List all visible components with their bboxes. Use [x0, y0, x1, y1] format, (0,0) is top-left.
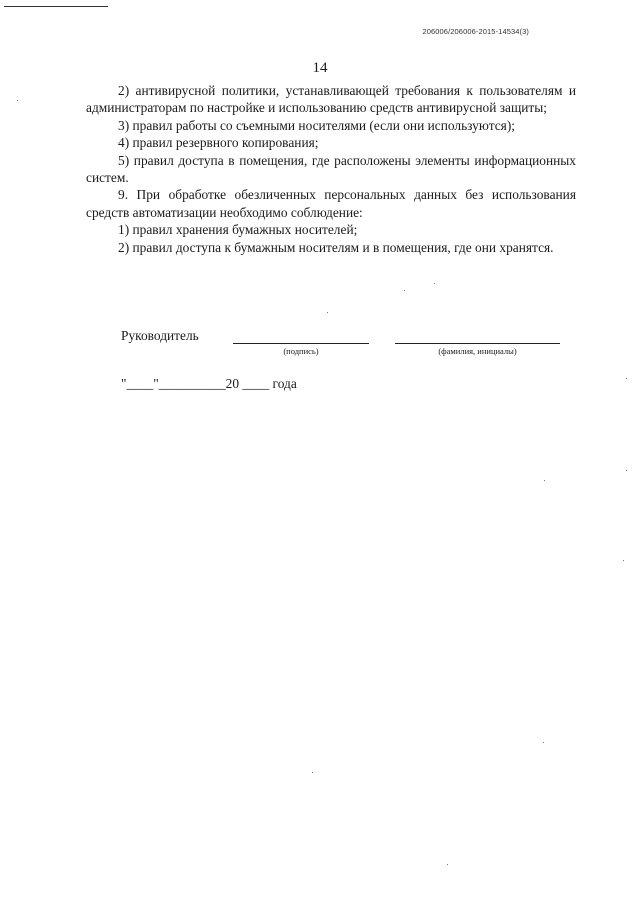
- signature-block: [121, 326, 581, 366]
- paragraph-section-9: 9. При обработке обезличенных персональных данных без использования средств автоматизации необходимо соблюдение:: [86, 187, 576, 220]
- paragraph-item-3: 3) правил работы со съемными носителями (если они используются);: [118, 117, 516, 133]
- signature-caption: (подпись): [283, 346, 319, 356]
- top-rule: [4, 6, 108, 7]
- signature-label: Руководитель: [121, 328, 199, 343]
- scan-speck: [544, 480, 545, 481]
- name-line: [395, 343, 560, 344]
- scan-speck: [434, 283, 435, 284]
- scan-speck: [17, 100, 18, 101]
- scan-speck: [312, 772, 313, 773]
- document-id: 206006/206006-2015-14534(3): [422, 27, 529, 36]
- scan-speck: [404, 290, 405, 291]
- document-body: [86, 82, 576, 256]
- scan-speck: [543, 742, 544, 743]
- scan-speck: [626, 470, 627, 471]
- page-number: 14: [312, 60, 328, 76]
- scan-speck: [447, 864, 448, 865]
- paragraph-item-5: 5) правил доступа в помещения, где расположены элементы информационных систем.: [86, 152, 576, 186]
- date-line: "____"__________20 ____ года: [121, 376, 297, 391]
- signature-line: [233, 343, 369, 344]
- paragraph-item-4: 4) правил резервного копирования;: [118, 135, 319, 151]
- scan-speck: [626, 378, 627, 379]
- scan-speck: [623, 560, 624, 561]
- paragraph-item-1: 1) правил хранения бумажных носителей;: [118, 222, 358, 238]
- scan-speck: [327, 312, 328, 313]
- paragraph-item-2: 2) антивирусной политики, устанавливающей требования к пользователям и администраторам по настройке и использованию средств антивирусной защиты;: [86, 83, 576, 116]
- paragraph-item-2b: 2) правил доступа к бумажным носителям и в помещения, где они хранятся.: [118, 239, 554, 255]
- name-caption: (фамилия, инициалы): [438, 346, 517, 356]
